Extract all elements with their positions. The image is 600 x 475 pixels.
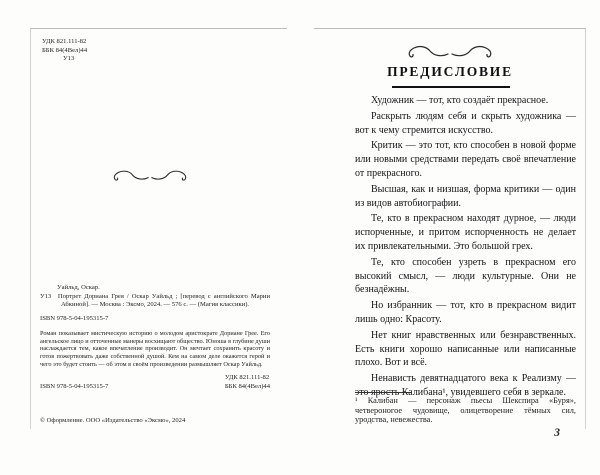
fleuron-ornament-right: [300, 42, 600, 60]
bbk-code-bottom: ББК 84(4Вел)44: [224, 382, 270, 390]
udk-code: УДК 821.111-82: [42, 38, 87, 45]
preface-page: [300, 0, 600, 475]
page-number: 3: [554, 427, 560, 439]
bibliographic-codes-bottom: [40, 374, 270, 391]
heading-rule: [392, 86, 510, 88]
chapter-title: ПРЕДИСЛОВИЕ: [387, 64, 513, 79]
isbn-top: ISBN 978-5-04-195315-7: [40, 314, 109, 322]
book-annotation: Роман показывает мистическую историю о молодом аристократе Дориане Грее. Его ангельское лицо и отточенные манеры восхищают общество. Юноша в глубине души наслаждается тем, какое впечатление производит. Он мечтает сохранить красоту и готов пожертвовать даже собственной душой. Кем на самом деле окажется герой и чего это будет стоить — об этом в своём произведении размышляет Оскар Уайльд.: [40, 330, 270, 368]
udk-bbk-bottom: [225, 374, 270, 391]
preface-paragraph: Нет книг нравственных или безнравственных. Есть книги хорошо написанные или написанные плохо. Вот и всё.: [355, 329, 576, 369]
footnote: ¹ Калибан — персонаж пьесы Шекспира «Буря», четвероногое чудовище, олицетворение тёмных сил, уродства, невежества.: [355, 396, 576, 425]
preface-paragraph: Критик — это тот, кто способен в новой форме или новыми средствами передать своё впечатление от прекрасного.: [355, 140, 576, 179]
fleuron-ornament-left: [0, 166, 300, 184]
copyright-line: © Оформление. ООО «Издательство «Эксмо», 2024: [40, 417, 186, 424]
bbk-code: ББК 84(4Вел)44: [42, 46, 88, 54]
isbn-bottom: ISBN 978-5-04-195315-7: [40, 382, 109, 390]
preface-paragraph: Высшая, как и низшая, форма критики — один из видов автобиографии.: [355, 183, 576, 209]
preface-paragraph: Те, кто в прекрасном находят дурное, — люди испорченные, и притом испорченность не делает их привлекательными. Это большой грех.: [355, 213, 576, 252]
catalog-entry-block: [40, 284, 270, 323]
preface-paragraph: Но избранник — тот, кто в прекрасном видит лишь одно: Красоту.: [355, 300, 576, 325]
fleuron-icon: [108, 168, 192, 182]
udk-code-bottom: УДК 821.111-82: [224, 374, 270, 381]
preface-paragraphs: [355, 94, 576, 402]
footnote-rule: [355, 392, 411, 393]
preface-paragraph: Те, кто способен узреть в прекрасном его высокий смысл, — люди культурные. Они не безнадёжны.: [355, 256, 576, 296]
bibliographic-codes-top: [42, 38, 87, 64]
catalog-entry: [40, 293, 270, 309]
catalog-author: Уайльд, Оскар.: [57, 284, 100, 291]
fleuron-icon: [402, 44, 498, 58]
author-sign-code: У13: [63, 55, 75, 63]
preface-paragraph: Раскрыть людям себя и скрыть художника — вот к чему стремится искусство.: [355, 110, 576, 136]
catalog-entry-text: Портрет Дориана Грея / Оскар Уайльд ; [перевод с английского Марии Абкиной]. — Москва : Эксмо, 2024. — 576 с. — (Магия классики).: [57, 293, 270, 309]
catalog-code: У13: [40, 293, 52, 301]
preface-paragraph: Ненависть девятнадцатого века к Реализму — это ярость Калибана¹, увидевшего себя в зеркале.: [355, 373, 576, 398]
preface-paragraph: Художник — тот, кто создаёт прекрасное.: [371, 95, 549, 106]
